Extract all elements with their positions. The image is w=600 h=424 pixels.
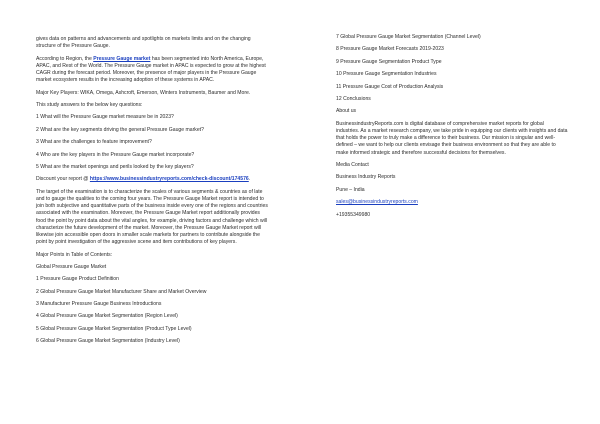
toc-item: Global Pressure Gauge Market bbox=[36, 263, 107, 270]
media-contact-label: Media Contact bbox=[336, 161, 369, 168]
pressure-gauge-market-link[interactable]: Pressure Gauge market bbox=[93, 55, 151, 62]
region-pre-text: According to Region, the bbox=[36, 55, 94, 62]
intro-paragraph: gives data on patterns and advancements and spotlights on markets limits and on the changing structure of the Pressure Gauge. bbox=[36, 36, 251, 50]
toc-item: 8 Pressure Gauge Market Forecasts 2019-2023 bbox=[336, 46, 444, 53]
question-item: 3 What are the challenges to feature improvement? bbox=[36, 139, 152, 146]
region-paragraph bbox=[36, 56, 268, 85]
region-post-text: has been segmented into North America, Europe, APAC, and Rest of the World. The Pressure Gauge market in APAC is expected to grow at the highest CAGR during the forecast period. Moreover, the presence of major players in the Pressure Gauge market ecosystem results in the increasing adoption of these systems in APAC. bbox=[36, 55, 266, 84]
question-item: 2 What are the key segments driving the general Pressure Gauge market? bbox=[36, 126, 204, 133]
toc-item: 9 Pressure Gauge Segmentation Product Type bbox=[336, 58, 442, 65]
target-paragraph: The target of the examination is to characterize the scales of various segments & countries as of late and to gauge the qualities to the coming four years. The Pressure Gauge Market report is intended to join both subjective and quantitative parts of the business inside every one of the regions and countries associated with the examination. Moreover, the Pressure Gauge Market report additionally provides food the point by point data about the vital angles, for example, driving factors and challenge which will characterize the future development of the market. Moreover, the Pressure Gauge Market report will likewise join accessible open doors in smaller scale markets for partners to contribute alongside the point by point investigation of the aggressive scene and item contributions of key players. bbox=[36, 188, 268, 246]
right-column bbox=[336, 0, 568, 224]
toc-item: 2 Global Pressure Gauge Market Manufacturer Share and Market Overview bbox=[36, 288, 207, 295]
left-column bbox=[36, 0, 268, 351]
toc-item: 4 Global Pressure Gauge Market Segmentation (Region Level) bbox=[36, 313, 178, 320]
key-players-paragraph: Major Key Players: WIKA, Omega, Ashcroft, Emerson, Winters Instruments, Baumer and More. bbox=[36, 89, 251, 96]
toc-item: 12 Conclusions bbox=[336, 95, 371, 102]
toc-heading: Major Points in Table of Contents: bbox=[36, 251, 113, 258]
toc-item: 5 Global Pressure Gauge Market Segmentation (Product Type Level) bbox=[36, 325, 192, 332]
discount-paragraph bbox=[36, 176, 268, 183]
study-intro: This study answers to the below key questions: bbox=[36, 101, 143, 108]
company-name: Business Industry Reports bbox=[336, 174, 396, 181]
toc-item: 1 Pressure Gauge Product Definition bbox=[36, 276, 119, 283]
phone-number: +19355349980 bbox=[336, 211, 371, 218]
toc-item: 11 Pressure Gauge Cost of Production Analysis bbox=[336, 83, 444, 90]
email-link[interactable]: sales@businessindustryreports.com bbox=[336, 199, 418, 206]
question-item: 1 What will the Pressure Gauge market measure be in 2023? bbox=[36, 114, 174, 121]
discount-pre-text: Discount your report @ bbox=[36, 176, 90, 183]
location-text: Pune – India bbox=[336, 186, 365, 193]
toc-item: 3 Manufacturer Pressure Gauge Business Introductions bbox=[36, 301, 162, 308]
toc-item: 7 Global Pressure Gauge Market Segmentation (Channel Level) bbox=[336, 34, 481, 40]
question-item: 5 What are the market openings and perils looked by the key players? bbox=[36, 163, 194, 170]
discount-post-text: . bbox=[248, 176, 251, 183]
about-paragraph: BusinessindustryReports.com is digital database of comprehensive market reports for global industries. As a market research company, we take pride in equipping our clients with insights and data that holds the power to truly make a difference to their business. Our mission is singular and well-defined – we want to help our clients envisage their business environment so that they are able to make informed strategic and therefore successful decisions for themselves. bbox=[336, 120, 568, 156]
discount-link[interactable]: https://www.businessindustryreports.com/check-discount/174576 bbox=[89, 176, 249, 183]
question-item: 4 Who are the key players in the Pressure Gauge market incorporate? bbox=[36, 151, 195, 158]
toc-item: 10 Pressure Gauge Segmentation Industries bbox=[336, 71, 437, 78]
about-heading: About us bbox=[336, 108, 357, 115]
toc-item: 6 Global Pressure Gauge Market Segmentation (Industry Level) bbox=[36, 338, 180, 345]
